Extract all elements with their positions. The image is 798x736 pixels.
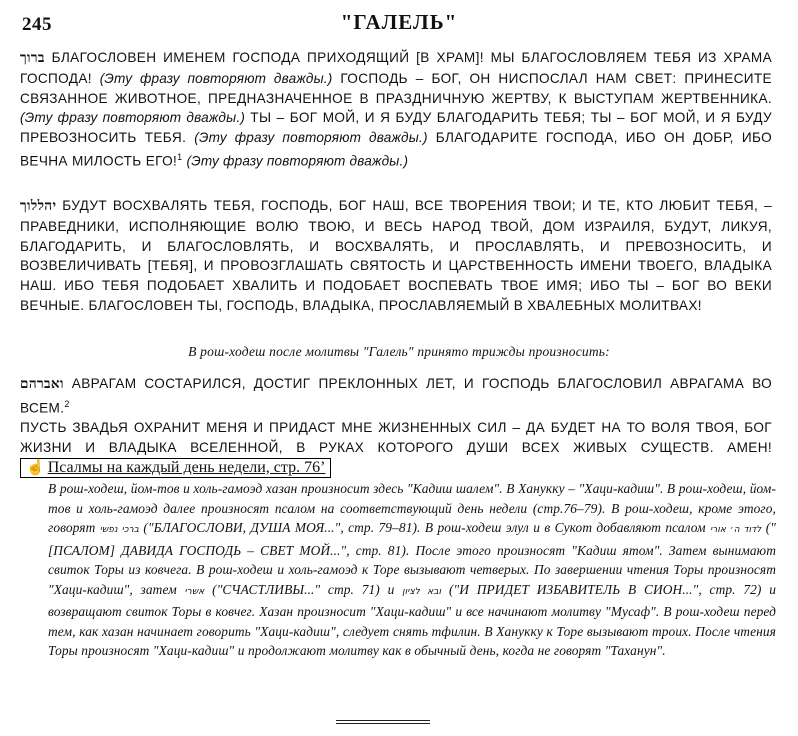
hebrew-word-veavraham: ואברהם xyxy=(20,376,64,392)
text-segment: БУДУТ ВОСХВАЛЯТЬ ТЕБЯ, ГОСПОДЬ, БОГ НАШ, ВСЕ ТВОРЕНИЯ ТВОИ; И ТЕ, КТО ЛЮБИТ ТЕБЯ, – ПРАВЕДНИКИ, ИСПОЛНЯЮЩИЕ ВОЛЮ ТВОЮ, И ВЕСЬ НАРОД ТВОЙ, ДОМ ИЗРАИЛЯ, БУДУТ, ЛИКУЯ, БЛАГОДАРИТЬ, И БЛАГОСЛОВЛЯТЬ, И ВОСХВАЛЯТЬ, И ПРОСЛАВЛЯТЬ, И ПРЕВОЗНОСИТЬ, И ВОЗВЕЛИЧИВАТЬ [ТЕБЯ], И ПРОВОЗГЛАШАТЬ СВЯТОСТЬ И ЦАРСТВЕННОСТЬ ИМЕНИ ТВОЕГО, ВЛАДЫКА НАШ. ИБО ТЕБЯ ПОДОБАЕТ ХВАЛИТЬ И ПОДОБАЕТ ВОСПЕВАТЬ ТВОЕ ИМЯ; ИБО ТЫ – БОГ ВО ВЕКИ ВЕЧНЫЕ. БЛАГОСЛОВЕН ТЫ, ГОСПОДЬ, ВЛАДЫКА, ПРОСЛАВЛЯЕМЫЙ В ХВАЛЕБНЫХ МОЛИТВАХ! xyxy=(20,198,772,313)
hebrew-word-yehalelucha: יהללוך xyxy=(20,198,57,214)
instruction-text: ("[ПСАЛОМ] ДАВИДА ГОСПОДЬ – СВЕТ МОЙ...", стр. 81). После этого произносят "Кадиш ятом". Затем вынимают свиток Торы из ковчега. В рош-ходеш и холь-гамоэд к Торе вызывают четверых. По завершении чтения Торы произносят "Хаци-кадиш", затем xyxy=(48,520,776,597)
paragraph-zvadya xyxy=(20,418,772,478)
hebrew-inline: אשרי xyxy=(184,586,205,597)
psalms-link-label: Псалмы на каждый день недели, стр. 76’ xyxy=(47,458,326,476)
hebrew-word-baruch: ברוך xyxy=(20,50,45,66)
running-title: "ГАЛЕЛЬ" xyxy=(340,10,458,34)
text-segment: ТЫ – БОГ МОЙ, И Я БУДУ БЛАГОДАРИТЬ ТЕБЯ; ТЫ – БОГ МОЙ, И Я БУДУ ПРЕВОЗНОСИТЬ ТЕБЯ. xyxy=(20,110,772,146)
repeat-note: (Эту фразу повторяют дважды.) xyxy=(20,110,246,126)
text-segment: БЛАГОДАРИТЕ ГОСПОДА, ИБО ОН ДОБР, ИБО ВЕЧНА МИЛОСТЬ ЕГО! xyxy=(20,130,772,169)
instruction-text: ("БЛАГОСЛОВИ, ДУША МОЯ...", стр. 79–81). В рош-ходеш элул и в Сукот добавляют псалом xyxy=(139,520,711,535)
paragraph-baruch xyxy=(20,48,772,171)
repeat-note: (Эту фразу повторяют дважды.) xyxy=(194,130,428,146)
text-segment: ГОСПОДЬ – БОГ, ОН НИСПОСЛАЛ НАМ СВЕТ: ПРИНЕСИТЕ СВЯЗАННОЕ ЖИВОТНОЕ, ПРЕДНАЗНАЧЕННОЕ В ПРАЗДНИЧНУЮ ЖЕРТВУ, К ВЫСТУПАМ ЖЕРТВЕННИКА. xyxy=(20,70,772,106)
instruction-text: ("И ПРИДЕТ ИЗБАВИТЕЛЬ В СИОН...", стр. 72) и возвращают свиток Торы в ковчег. Хазан произносит "Хаци-кадиш" и все начинают молитву "Мусаф". В рош-ходеш перед тем, как хазан начинает говорить "Хаци-кадиш", следует снять тфилин. В Ханукку к Торе вызывают троих. После чтения Торы произносят "Хаци-кадиш" и продолжают молитву как в обычный день, когда не говорят "Таханун". xyxy=(48,581,776,658)
text-segment: АВРАГАМ СОСТАРИЛСЯ, ДОСТИГ ПРЕКЛОННЫХ ЛЕТ, И ГОСПОДЬ БЛАГОСЛОВИЛ АВРАГАМА ВО ВСЕМ. xyxy=(20,376,772,416)
hebrew-inline: לדוד ה׳ אורי xyxy=(710,525,762,535)
footnote-marker: 1 xyxy=(177,151,183,162)
repeat-note: (Эту фразу повторяют дважды.) xyxy=(182,153,409,169)
footnote-marker: 2 xyxy=(64,398,70,409)
hebrew-inline: ובא לציון xyxy=(402,586,442,597)
hebrew-inline: ברכי נפשי xyxy=(99,525,140,535)
psalms-link[interactable] xyxy=(20,458,331,478)
pointing-hand-icon: ☝ xyxy=(26,459,45,476)
instructions-block xyxy=(48,479,776,661)
instruction-text: ("СЧАСТЛИВЫ..." стр. 71) и xyxy=(204,581,403,597)
paragraph-veavraham xyxy=(20,374,772,418)
rubric-instruction: В рош-ходеш после молитвы "Галель" принято трижды произносить: xyxy=(188,344,610,359)
page-number: 245 xyxy=(22,14,52,35)
paragraph-yehalelucha xyxy=(20,196,772,316)
instruction-text: В рош-ходеш, йом-тов и холь-гамоэд хазан произносит здесь "Кадиш шалем". В Ханукку – "Хаци-кадиш". В рош-ходеш, йом-тов и холь-гамоэд далее произносят псалом на соответствующий день недели (стр.76–79). В рош-ходеш, кроме этого, говорят xyxy=(48,481,776,535)
repeat-note: (Эту фразу повторяют дважды.) xyxy=(99,70,333,86)
text-segment: БЛАГОСЛОВЕН ИМЕНЕМ ГОСПОДА ПРИХОДЯЩИЙ [В ХРАМ]! МЫ БЛАГОСЛОВЛЯЕМ ТЕБЯ ИЗ ХРАМА ГОСПОДА! xyxy=(20,50,772,86)
text-segment: ПУСТЬ ЗВАДЬЯ ОХРАНИТ МЕНЯ И ПРИДАСТ МНЕ ЖИЗНЕННЫХ СИЛ – ДА БУДЕТ НА ТО ВОЛЯ ТВОЯ, БОГ ЖИЗНИ И ВЛАДЫКА ВСЕЛЕННОЙ, В РУКАХ КОТОРОГО ДУШИ ВСЕХ ЖИВЫХ СУЩЕСТВ. АМЕН! xyxy=(20,420,772,455)
section-divider xyxy=(336,720,430,724)
